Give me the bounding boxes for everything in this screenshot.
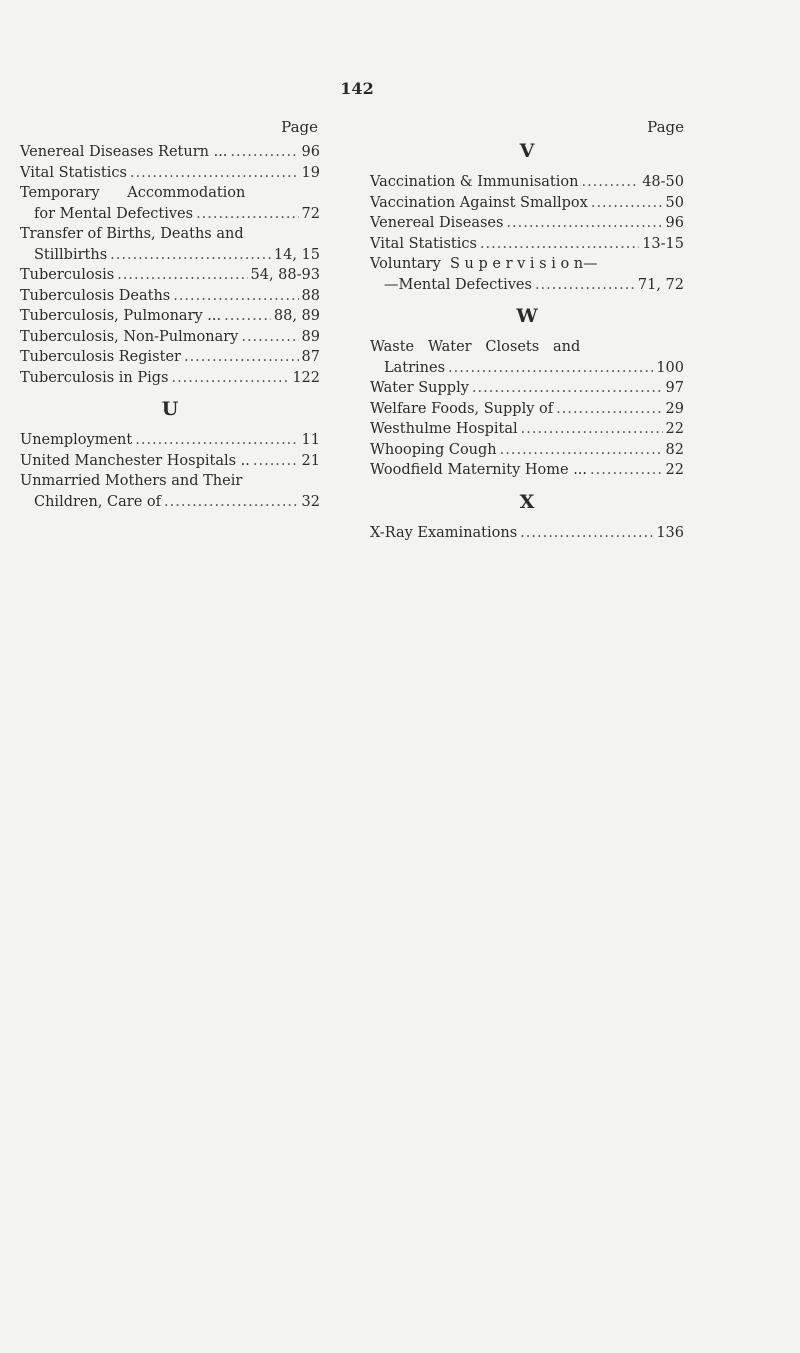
- index-entry-page: 21: [301, 452, 320, 469]
- index-entry: [20, 183, 320, 224]
- leader-dots: [130, 163, 299, 184]
- page-column-label: Page: [281, 118, 318, 136]
- leader-dots: [480, 234, 639, 255]
- index-entry: [20, 451, 320, 472]
- leader-dots: [520, 523, 653, 544]
- index-entry-term: Tuberculosis Deaths: [20, 287, 171, 304]
- index-entry-term: Latrines: [384, 359, 446, 376]
- index-entry-term: Tuberculosis, Non-Pulmonary: [20, 328, 239, 345]
- index-entry-page: 122: [292, 369, 320, 386]
- leader-dots: [506, 213, 662, 234]
- index-list-x: [370, 523, 684, 544]
- index-entry-term: Children, Care of: [34, 493, 162, 510]
- page-number: 142: [340, 79, 374, 98]
- index-entry: [370, 213, 684, 234]
- index-entry-term: Vaccination Against Smallpox: [370, 194, 588, 211]
- index-entry-page: 22: [665, 462, 684, 478]
- index-entry-page: 29: [665, 400, 684, 417]
- leader-dots: [110, 245, 271, 266]
- leader-dots: [117, 265, 247, 286]
- leader-dots: [500, 440, 663, 461]
- index-list-t: [20, 142, 320, 388]
- index-entry: [20, 163, 320, 184]
- leader-dots: [253, 451, 299, 472]
- leader-dots: [164, 492, 299, 513]
- index-entry-term: Tuberculosis in Pigs: [20, 369, 169, 386]
- right-column: [370, 118, 684, 543]
- index-entry-page: 88: [301, 287, 320, 304]
- index-entry-page: 88, 89: [273, 308, 320, 324]
- index-entry-page: 100: [656, 359, 684, 376]
- index-entry-page: 50: [665, 194, 684, 211]
- leader-dots: [448, 358, 653, 379]
- index-list-v: [370, 172, 684, 295]
- index-entry: [370, 440, 684, 461]
- index-entry-page: 19: [301, 164, 320, 181]
- index-entry: [370, 523, 684, 544]
- index-entry-page: 54, 88-93: [250, 267, 320, 283]
- index-entry-page: 89: [301, 328, 320, 345]
- index-entry-first-line: Temporary Accommodation: [20, 185, 246, 201]
- index-entry-term: Unemployment: [20, 432, 133, 448]
- index-entry: [370, 419, 684, 440]
- section-letter-x: X: [519, 490, 535, 513]
- left-column: [20, 118, 320, 512]
- index-entry-term: United Manchester Hospitals ..: [20, 452, 250, 469]
- index-entry-page: 48-50: [642, 174, 684, 190]
- index-entry: [20, 347, 320, 368]
- index-entry: [370, 254, 684, 295]
- index-entry: [20, 368, 320, 389]
- index-entry-term: Vital Statistics: [20, 164, 127, 181]
- index-entry: [370, 234, 684, 255]
- index-entry: [20, 471, 320, 512]
- page-column-label: Page: [647, 118, 684, 136]
- index-entry-term: Woodfield Maternity Home ...: [370, 462, 588, 478]
- index-entry-term: Tuberculosis Register: [20, 349, 181, 365]
- index-entry: [370, 378, 684, 399]
- leader-dots: [171, 368, 289, 389]
- leader-dots: [581, 172, 639, 193]
- index-entry-term: X-Ray Examinations: [370, 524, 518, 541]
- index-entry: [20, 142, 320, 163]
- index-entry: [20, 306, 320, 327]
- index-entry-term: Tuberculosis: [20, 267, 115, 283]
- index-entry-term: Tuberculosis, Pulmonary ...: [20, 308, 222, 324]
- index-entry-term: Vital Statistics: [370, 235, 477, 252]
- index-entry: [20, 224, 320, 265]
- index-entry: [370, 337, 684, 378]
- index-entry-term: Water Supply: [370, 380, 469, 396]
- index-entry: [370, 193, 684, 214]
- leader-dots: [224, 306, 271, 327]
- index-entry-page: 72: [301, 205, 320, 222]
- index-entry-page: 11: [301, 432, 320, 448]
- leader-dots: [230, 142, 298, 163]
- index-entry-first-line: Transfer of Births, Deaths and: [20, 226, 244, 242]
- index-entry-term: Venereal Diseases Return ...: [20, 144, 228, 160]
- index-entry: [370, 172, 684, 193]
- index-entry-page: 96: [301, 144, 320, 160]
- index-list-u: [20, 430, 320, 512]
- index-entry: [370, 399, 684, 420]
- index-entry-page: 87: [301, 349, 320, 365]
- index-entry-page: 71, 72: [637, 276, 684, 293]
- index-entry: [20, 286, 320, 307]
- index-entry-page: 13-15: [642, 235, 684, 252]
- index-entry-term: Stillbirths: [34, 246, 108, 263]
- index-entry-page: 14, 15: [273, 246, 320, 263]
- leader-dots: [184, 347, 299, 368]
- index-entry-term: Westhulme Hospital: [370, 421, 518, 437]
- index-entry-term: —Mental Defectives: [384, 276, 532, 293]
- section-letter-v: V: [519, 140, 535, 162]
- index-entry-page: 32: [301, 493, 320, 510]
- index-entry-first-line: Voluntary S u p e r v i s i o n—: [370, 256, 598, 272]
- index-entry: [20, 327, 320, 348]
- leader-dots: [521, 419, 663, 440]
- index-entry-first-line: Unmarried Mothers and Their: [20, 473, 243, 489]
- index-entry-page: 82: [665, 441, 684, 458]
- index-entry-term: Whooping Cough: [370, 441, 497, 458]
- index-entry: [20, 430, 320, 451]
- leader-dots: [196, 204, 298, 225]
- leader-dots: [241, 327, 298, 348]
- leader-dots: [135, 430, 298, 451]
- leader-dots: [535, 275, 635, 296]
- index-entry-page: 136: [656, 524, 684, 541]
- index-entry: [370, 460, 684, 481]
- index-entry-page: 96: [665, 215, 684, 231]
- index-list-w: [370, 337, 684, 481]
- section-letter-u: U: [161, 398, 179, 420]
- index-entry-term: Venereal Diseases: [370, 215, 504, 231]
- index-entry-page: 22: [665, 421, 684, 437]
- leader-dots: [173, 286, 298, 307]
- index-entry-first-line: Waste Water Closets and: [370, 339, 581, 355]
- index-entry-term: for Mental Defectives: [34, 205, 194, 222]
- section-letter-w: W: [516, 305, 538, 327]
- index-entry: [20, 265, 320, 286]
- leader-dots: [556, 399, 662, 420]
- leader-dots: [591, 193, 663, 214]
- index-entry-page: 97: [665, 380, 684, 396]
- leader-dots: [472, 378, 663, 399]
- index-entry-term: Vaccination & Immunisation: [370, 174, 579, 190]
- leader-dots: [590, 460, 663, 481]
- index-entry-term: Welfare Foods, Supply of: [370, 400, 554, 417]
